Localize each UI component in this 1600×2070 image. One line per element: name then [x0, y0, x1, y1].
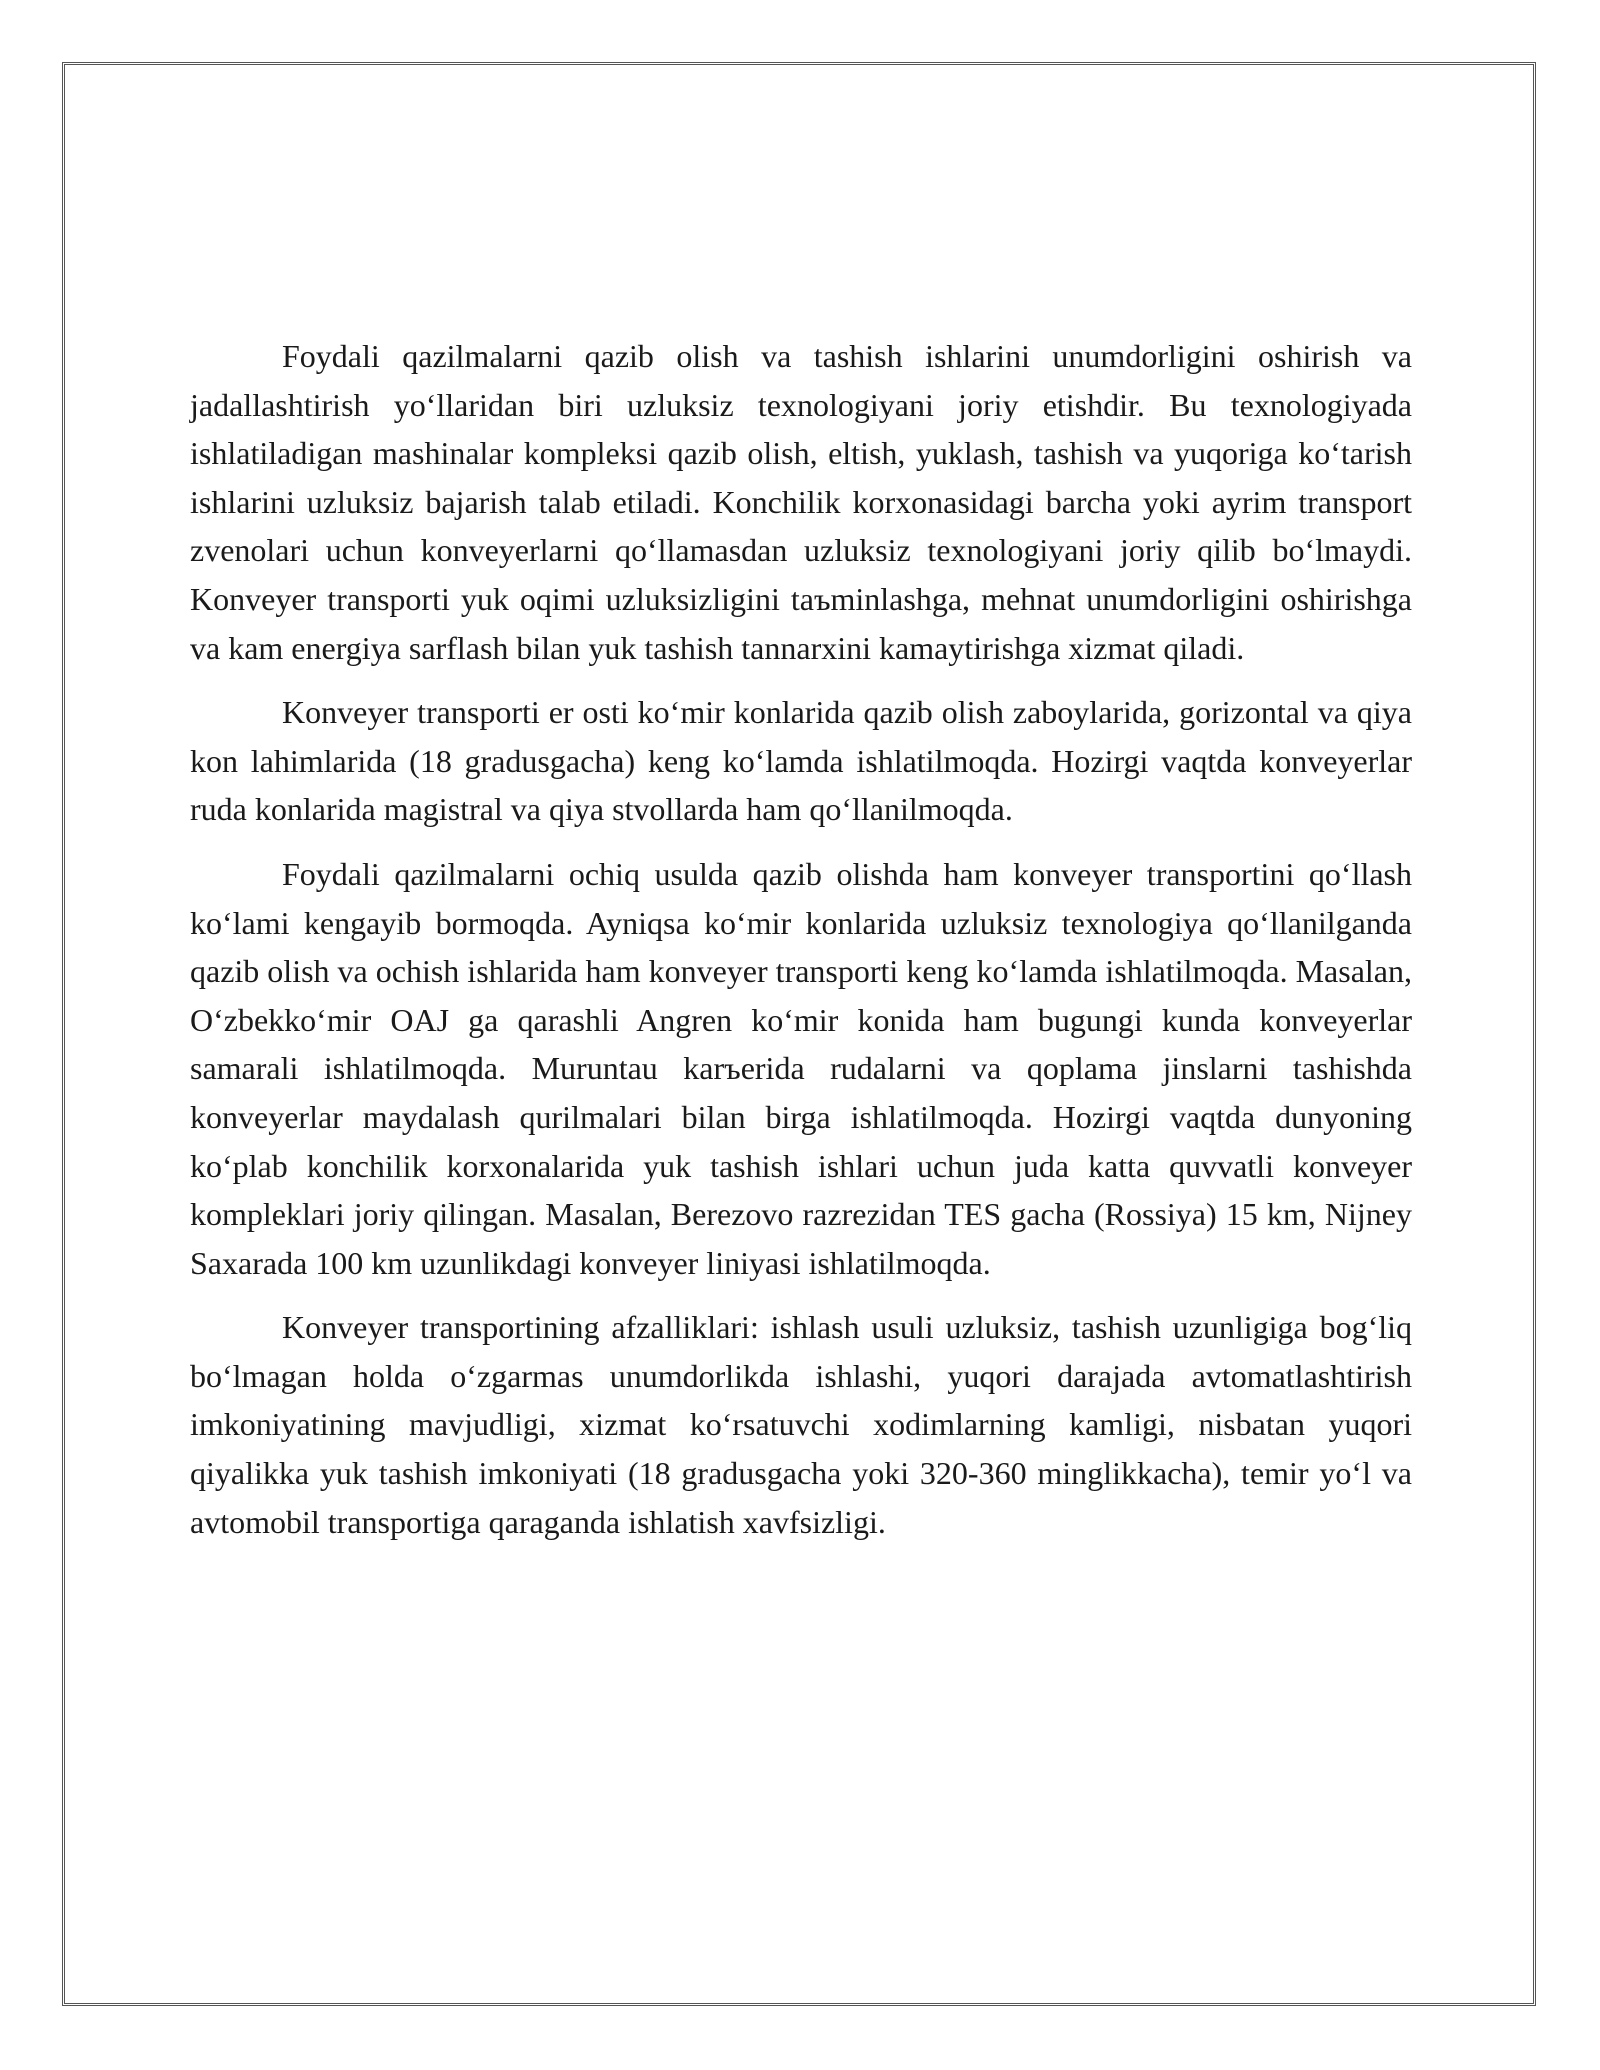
- paragraph-1: Foydali qazilmalarni qazib olish va tashish ishlarini unumdorligini oshirish va jadallashtirish yo‘llaridan biri uzluksiz texnologiyani joriy etishdir. Bu texnologiyada ishlatiladigan mashinalar kompleksi qazib olish, eltish, yuklash, tashish va yuqoriga ko‘tarish ishlarini uzluksiz bajarish talab etiladi. Konchilik korxonasidagi barcha yoki ayrim transport zvenolari uchun konveyerlarni qo‘llamasdan uzluksiz texnologiyani joriy qilib bo‘lmaydi. Konveyer transporti yuk oqimi uzluksizligini taъminlashga, mehnat unumdorligini oshirishga va kam energiya sarflash bilan yuk tashish tannarxini kamaytirishga xizmat qiladi.: [190, 338, 1412, 666]
- paragraph-3: Foydali qazilmalarni ochiq usulda qazib olishda ham konveyer transportini qo‘llash ko‘lami kengayib bormoqda. Ayniqsa ko‘mir konlarida uzluksiz texnologiya qo‘llanilganda qazib olish va ochish ishlarida ham konveyer transporti keng ko‘lamda ishlatilmoqda. Masalan, O‘zbekko‘mir OAJ ga qarashli Angren ko‘mir konida ham bugungi kunda konveyerlar samarali ishlatilmoqda. Muruntau karъerida rudalarni va qoplama jinslarni tashishda konveyerlar maydalash qurilmalari bilan birga ishlatilmoqda. Hozirgi vaqtda dunyoning ko‘plab konchilik korxonalarida yuk tashish ishlari uchun juda katta quvvatli konveyer kompleklari joriy qilingan. Masalan, Berezovo razrezidan TES gacha (Rossiya) 15 km, Nijney Saxarada 100 km uzunlikdagi konveyer liniyasi ishlatilmoqda.: [190, 855, 1412, 1281]
- paragraph-2: Konveyer transporti er osti ko‘mir konlarida qazib olish zaboylarida, gorizontal va qiya kon lahimlarida (18 gradusgacha) keng ko‘lamda ishlatilmoqda. Hozirgi vaqtda konveyerlar ruda konlarida magistral va qiya stvollarda ham qo‘llanilmoqda.: [190, 694, 1412, 828]
- paragraph-4: Konveyer transportining afzalliklari: ishlash usuli uzluksiz, tashish uzunligiga bog‘liq bo‘lmagan holda o‘zgarmas unumdorlikda ishlashi, yuqori darajada avtomatlashtirish imkoniyatining mavjudligi, xizmat ko‘rsatuvchi xodimlarning kamligi, nisbatan yuqori qiyalikka yuk tashish imkoniyati (18 gradusgacha yoki 320-360 minglikkacha), temir yo‘l va avtomobil transportiga qaraganda ishlatish xavfsizligi.: [190, 1309, 1412, 1540]
- document-body: [190, 332, 1412, 1562]
